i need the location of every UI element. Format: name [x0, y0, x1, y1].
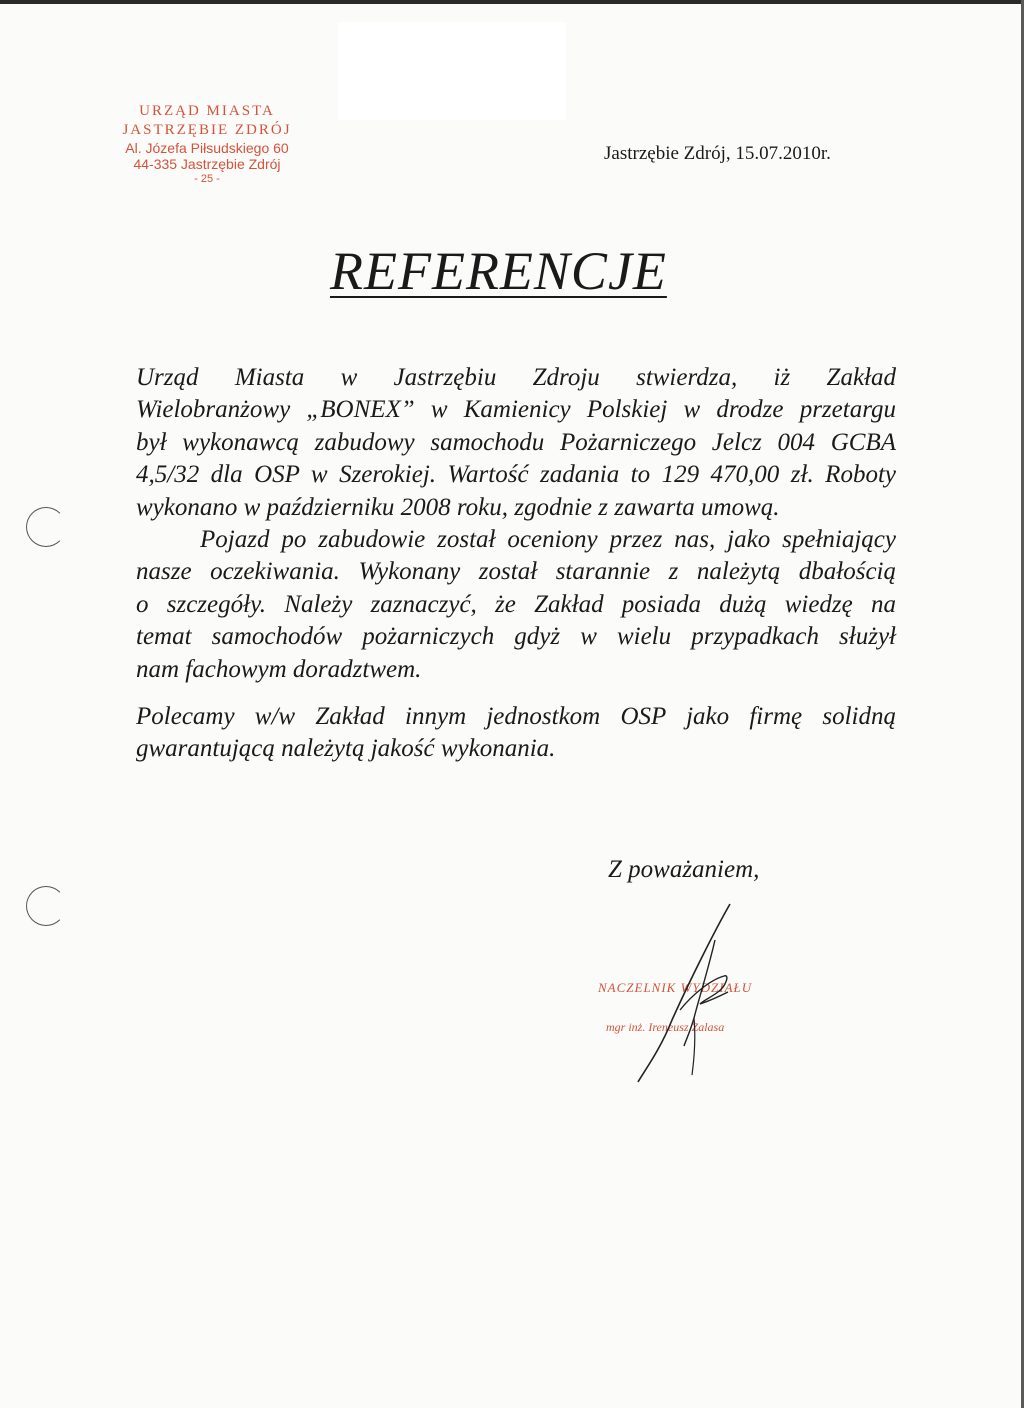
- stamp-street: Al. Józefa Piłsudskiego 60: [125, 140, 289, 156]
- body-paragraph-1: [136, 362, 896, 686]
- body-line: nam fachowym doradztwem.: [136, 655, 422, 683]
- stamp-city: JASTRZĘBIE ZDRÓJ: [122, 122, 292, 138]
- body-line: 4,5/32 dla OSP w Szerokiej. Wartość zadania to 129 470,00 zł. Roboty: [136, 461, 896, 489]
- office-stamp: [98, 102, 316, 186]
- body-line: Pojazd po zabudowie został oceniony przez nas, jako spełniający: [200, 526, 896, 554]
- signature-stamp-name: mgr inż. Ireneusz Zalasa: [606, 1020, 725, 1034]
- body-paragraph-2: [136, 701, 896, 766]
- body-line: temat samochodów pożarniczych gdyż w wielu przypadkach służył: [136, 623, 896, 651]
- stamp-postal: 44-335 Jastrzębie Zdrój: [133, 156, 281, 172]
- stamp-number: - 25 -: [194, 173, 220, 185]
- handwritten-signature: [620, 900, 740, 1090]
- body-line: Urząd Miasta w Jastrzębiu Zdroju stwierdza, iż Zakład: [136, 364, 896, 391]
- closing-salutation: Z poważaniem,: [608, 856, 760, 883]
- letter-date: Jastrzębie Zdrój, 15.07.2010r.: [604, 143, 831, 164]
- redacted-area: [338, 22, 566, 120]
- body-line: nasze oczekiwania. Wykonany został starannie z należytą dbałością: [136, 558, 896, 586]
- punch-hole-mark: [26, 507, 66, 547]
- body-line: wykonano w październiku 2008 roku, zgodnie z zawarta umową.: [136, 493, 780, 521]
- stamp-office-name: URZĄD MIASTA: [139, 103, 275, 119]
- punch-hole-mark: [26, 886, 66, 926]
- document-title: REFERENCJE: [330, 241, 667, 301]
- top-edge-rule: [0, 0, 1024, 4]
- body-line: Wielobranżowy „BONEX” w Kamienicy Polskiej w drodze przetargu: [136, 396, 896, 424]
- body-line: o szczegóły. Należy zaznaczyć, że Zakład posiada dużą wiedzę na: [136, 590, 896, 618]
- signature-stamp-title: NACZELNIK WYDZIAŁU: [598, 980, 753, 995]
- body-line: Polecamy w/w Zakład innym jednostkom OSP jako firmę solidną: [136, 703, 896, 730]
- body-line: gwarantującą należytą jakość wykonania.: [136, 735, 556, 763]
- body-line: był wykonawcą zabudowy samochodu Pożarniczego Jelcz 004 GCBA: [136, 428, 896, 456]
